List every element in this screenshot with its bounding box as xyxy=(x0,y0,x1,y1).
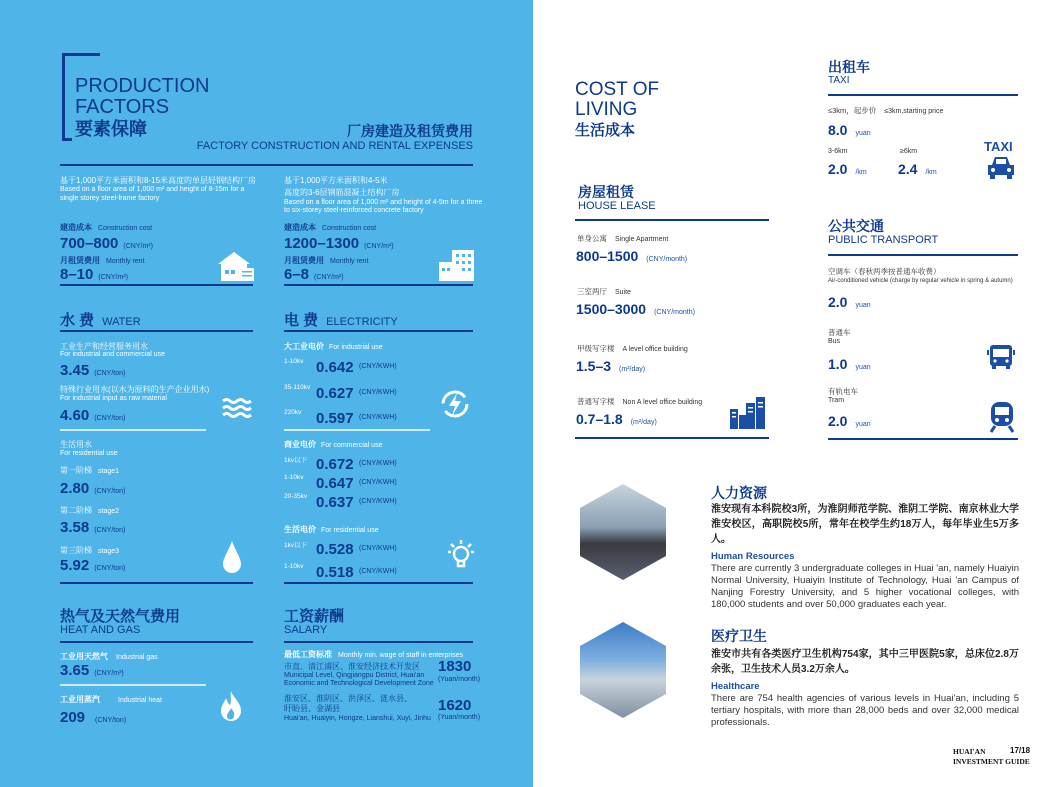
salary-r2-unit: (Yuan/month) xyxy=(438,714,481,721)
house-item-value xyxy=(576,411,657,427)
transport-title-cn: 公共交通 xyxy=(828,218,884,234)
kv-label: 20-35kv xyxy=(284,493,308,500)
house-title-en: HOUSE LEASE xyxy=(578,200,656,212)
price-value: 0.642 xyxy=(316,359,354,376)
footer-line2: INVESTMENT GUIDE xyxy=(953,757,1030,766)
taxi-title-cn: 出租车 xyxy=(828,59,870,75)
f1-rent-value: 8–10 (CNY/m²) xyxy=(60,266,128,283)
water-item-cn: 特殊行业用水(以水为原料的生产企业用水) xyxy=(60,385,210,394)
price-unit: (CNY/KWH) xyxy=(359,568,397,575)
f2-desc-cn2: 高度的3-6层钢筋混凝土结构厂房 xyxy=(284,188,400,197)
house-item-value xyxy=(576,248,687,264)
divider xyxy=(60,641,253,643)
title-bracket xyxy=(62,53,72,141)
stage-label: 第三阶梯 stage3 xyxy=(60,546,120,555)
steam-value: 209 (CNY/ton) xyxy=(60,709,127,726)
taxi-far-value: 2.4 /km xyxy=(898,161,937,177)
tram-en: Tram xyxy=(828,397,845,404)
kv-label: 220kv xyxy=(284,409,302,416)
title-cn: 要素保障 xyxy=(75,119,147,139)
electricity-heading: 电 费 ELECTRICITY xyxy=(284,312,398,329)
f1-desc-cn: 基于1,000平方米面积和8-15米高度的单层轻钢结构厂房 xyxy=(60,176,257,185)
hospital-photo xyxy=(580,622,666,718)
house-item-cn: 三室两厅 xyxy=(577,287,607,296)
price-value: 0.597 xyxy=(316,410,354,427)
hr-title-cn: 人力资源 xyxy=(711,485,767,501)
divider xyxy=(575,437,769,439)
house-item-en: Suite xyxy=(615,289,631,296)
taxi-far-label: ≥6km xyxy=(900,148,918,155)
factory-title-cn: 厂房建造及租赁费用 xyxy=(347,123,473,139)
office-buildings-icon xyxy=(730,397,766,429)
transport-title-en: PUBLIC TRANSPORT xyxy=(828,234,939,246)
taxi-mid-label: 3-6km xyxy=(828,148,848,155)
f2-rent-label: 月租赁费用 Monthly rent xyxy=(284,256,369,265)
health-body-cn: 淮安市共有各类医疗卫生机构754家，其中三甲医院5家，总床位2.8万余张，卫生技术人员3.2万余人。 xyxy=(711,649,1019,675)
f2-rent-value: 6–8 (CNY/m²) xyxy=(284,266,344,283)
water-heading: 水 费 WATER xyxy=(60,312,141,329)
house-item-en: Single Apartment xyxy=(615,236,669,243)
taxi-start-value: 8.0 yuan xyxy=(828,122,871,138)
taxi-start-label: ≤3km，起步价 ≤3km,starting price xyxy=(828,106,944,115)
res-water-en: For residential use xyxy=(60,450,118,457)
title-en-2: FACTORS xyxy=(75,96,170,118)
salary-r2-value: 1620 xyxy=(438,697,472,714)
divider xyxy=(60,429,206,431)
divider xyxy=(828,438,1018,440)
divider xyxy=(60,330,253,332)
divider xyxy=(60,284,253,286)
bus-value: 1.0 yuan xyxy=(828,356,871,372)
living-title-en2: LIVING xyxy=(575,99,638,120)
f2-desc-cn1: 基于1,000平方米面积和4-5米 xyxy=(284,176,388,185)
house-item-label xyxy=(577,286,631,297)
salary-title-cn: 工资薪酬 xyxy=(284,608,345,625)
residential-elec-label: 生活电价 For residential use xyxy=(284,525,379,534)
steam-label: 工业用蒸汽 Industrial heat xyxy=(60,695,162,704)
value: 1500–3000 xyxy=(576,301,647,317)
hr-body-cn: 淮安现有本科院校3所，为淮阴师范学院、淮阴工学院、南京林业大学淮安校区，高职院校5所，常年在校学生约18万人，每年毕业生5万多人。 xyxy=(711,504,1019,545)
price-unit: (CNY/KWH) xyxy=(359,498,397,505)
page-number: 17/18 xyxy=(1010,746,1031,755)
health-body-en: There are 754 health agencies of various levels in Huai'an, including 5 tertiary hospitals, with more than 28,000 beds and over 32,000 medical professionals. xyxy=(711,693,1019,728)
hr-title-en: Human Resources xyxy=(711,551,795,562)
price-value: 0.637 xyxy=(316,494,354,511)
divider xyxy=(284,284,473,286)
price-value: 0.528 xyxy=(316,541,354,558)
price-unit: (CNY/KWH) xyxy=(359,545,397,552)
divider xyxy=(284,641,473,643)
house-item-en: A level office building xyxy=(622,346,688,353)
divider xyxy=(828,254,1018,256)
value: 1.5–3 xyxy=(576,358,612,374)
divider xyxy=(284,582,473,584)
stage-label: 第二阶梯 stage2 xyxy=(60,506,120,515)
bus-cn: 普通车 xyxy=(828,328,851,337)
tram-value: 2.0 yuan xyxy=(828,413,871,429)
water-item-en: For industrial and commercial use xyxy=(60,351,166,358)
car-icon xyxy=(987,155,1015,179)
commercial-elec-label: 商业电价 For commercial use xyxy=(284,440,383,449)
house-item-cn: 单身公寓 xyxy=(577,234,607,243)
value: 800–1500 xyxy=(576,248,639,264)
salary-r2-cn2: 盱眙县、金湖县 xyxy=(284,704,340,713)
water-item-value: 3.45 (CNY/ton) xyxy=(60,362,126,379)
house-item-en: Non A level office building xyxy=(622,399,703,406)
health-title-cn: 医疗卫生 xyxy=(711,628,767,644)
house-item-label xyxy=(577,343,688,354)
salary-title-en: SALARY xyxy=(284,624,328,636)
salary-r2-en: Huai'an, Huaiyin, Hongze, Lianshui, Xuyi, Jinhu xyxy=(284,715,431,722)
hr-text-block xyxy=(711,502,1019,611)
price-unit: (CNY/KWH) xyxy=(359,389,397,396)
salary-r1-unit: (Yuan/month) xyxy=(438,676,481,683)
price-unit: (CNY/KWH) xyxy=(359,363,397,370)
hr-body-en: There are currently 3 undergraduate colleges in Huai 'an, namely Huaiyin Normal University, Huaiyin Institute of Technology, Huai 'an Campus of Nanjing Forestry University, and 5 higher vocational colleges, with 180,000 students and over 50,000 graduates each year. xyxy=(711,563,1019,610)
taxi-sign-text: TAXI xyxy=(984,139,1013,154)
building-icon xyxy=(438,248,476,282)
divider xyxy=(60,582,253,584)
kv-label: 1-10kv xyxy=(284,563,304,570)
price-unit: (CNY/KWH) xyxy=(359,460,397,467)
water-drop-icon xyxy=(222,540,242,574)
heat-title-en: HEAT AND GAS xyxy=(60,624,141,636)
kv-label: 1kv以下 xyxy=(284,542,308,549)
gas-value: 3.65 (CNY/m³) xyxy=(60,662,124,679)
price-value: 0.672 xyxy=(316,456,354,473)
value: 0.7–1.8 xyxy=(576,411,623,427)
house-item-cn: 甲级写字楼 xyxy=(577,344,615,353)
stage-value: 2.80 (CNY/ton) xyxy=(60,480,126,497)
industrial-elec-label: 大工业电价 For industrial use xyxy=(284,342,383,351)
bus-en: Bus xyxy=(828,338,841,345)
bus-icon xyxy=(987,344,1015,370)
taxi-title-en: TAXI xyxy=(828,75,850,86)
gas-label: 工业用天然气 Industrial gas xyxy=(60,652,158,661)
f2-desc-en2: to six-storey steel-reinforced concrete factory xyxy=(284,207,424,214)
salary-r1-cn: 市直、清江浦区、淮安经济技术开发区 xyxy=(284,662,420,671)
kv-label: 35-110kv xyxy=(284,384,311,391)
house-title-cn: 房屋租赁 xyxy=(578,184,634,200)
water-item-en: For industrial input as raw material xyxy=(60,395,167,402)
price-unit: (CNY/KWH) xyxy=(359,414,397,421)
house-item-label xyxy=(577,396,702,407)
lightning-icon xyxy=(440,389,470,419)
water-item-cn: 工业生产和经营服务用水 xyxy=(60,342,148,351)
salary-std-label: 最低工资标准 Monthly min. wage of staff in enterprises xyxy=(284,650,464,659)
tram-cn: 有轨电车 xyxy=(828,387,858,396)
price-value: 0.518 xyxy=(316,564,354,581)
salary-r1-en1: Municipal Level, Qingjiangpu District, Huai'an xyxy=(284,672,425,679)
unit: (m²/day) xyxy=(619,366,646,373)
price-value: 0.647 xyxy=(316,475,354,492)
house-item-cn: 普通写字楼 xyxy=(577,397,615,406)
f1-cost-value: 700–800 (CNY/m²) xyxy=(60,235,153,252)
divider xyxy=(284,429,430,431)
flame-icon xyxy=(219,690,243,722)
graduates-photo xyxy=(580,484,666,580)
salary-r2-cn1: 淮安区、淮阴区、洪泽区、涟水县、 xyxy=(284,694,412,703)
divider xyxy=(828,94,1018,96)
stage-value: 5.92 (CNY/ton) xyxy=(60,557,126,574)
res-water-cn: 生活用水 xyxy=(60,440,92,449)
living-title-cn: 生活成本 xyxy=(575,122,636,139)
divider xyxy=(575,219,769,221)
salary-r1-value: 1830 xyxy=(438,658,472,675)
water-item-value: 4.60 (CNY/ton) xyxy=(60,407,126,424)
health-title-en: Healthcare xyxy=(711,681,760,692)
ac-value: 2.0 yuan xyxy=(828,294,871,310)
health-text-block xyxy=(711,647,1019,729)
stage-value: 3.58 (CNY/ton) xyxy=(60,519,126,536)
f2-desc-en1: Based on a floor area of 1,000 m² and height of 4-5m for a three xyxy=(284,199,483,206)
title-bracket-top xyxy=(62,53,100,56)
title-en-1: PRODUCTION xyxy=(75,75,210,97)
water-waves-icon xyxy=(222,397,252,423)
stage-label: 第一阶梯 stage1 xyxy=(60,466,120,475)
f1-desc-en1: Based on a floor area of 1,000 m² and height of 8-15m for a xyxy=(60,186,245,193)
factory-title-en: FACTORY CONSTRUCTION AND RENTAL EXPENSES xyxy=(196,140,473,152)
house-item-label xyxy=(577,233,668,244)
f1-desc-en2: single storey steel-frame factory xyxy=(60,195,160,202)
house-item-value xyxy=(576,301,695,317)
kv-label: 1-10kv xyxy=(284,358,304,365)
price-unit: (CNY/KWH) xyxy=(359,479,397,486)
f2-cost-label: 建造成本 Construction cost xyxy=(284,223,377,232)
divider xyxy=(60,164,473,166)
taxi-mid-value: 2.0 /km xyxy=(828,161,867,177)
ac-cn: 空调车（春秋两季按普通车收费） xyxy=(828,267,941,276)
f1-cost-label: 建造成本 Construction cost xyxy=(60,223,153,232)
footer-line1: HUAI'AN xyxy=(953,747,986,756)
price-value: 0.627 xyxy=(316,385,354,402)
unit: (CNY/month) xyxy=(646,256,688,263)
lightbulb-icon xyxy=(447,538,475,572)
f2-cost-value: 1200–1300 (CNY/m²) xyxy=(284,235,394,252)
unit: (m²/day) xyxy=(630,419,657,426)
kv-label: 1-10kv xyxy=(284,474,304,481)
ac-en: Air-conditioned vehicle (charge by regular vehicle in spring & autumn) xyxy=(828,278,1013,284)
salary-r1-en2: Economic and Technological Development Zone xyxy=(284,680,434,687)
house-icon xyxy=(216,250,256,282)
heat-title-cn: 热气及天然气费用 xyxy=(60,608,181,625)
kv-label: 1kv以下 xyxy=(284,457,308,464)
living-title-en1: COST OF xyxy=(575,79,660,100)
f1-rent-label: 月租赁费用 Monthly rent xyxy=(60,256,145,265)
divider xyxy=(284,330,473,332)
divider xyxy=(60,684,206,686)
unit: (CNY/month) xyxy=(654,309,695,316)
house-item-value xyxy=(576,358,645,374)
tram-icon xyxy=(989,401,1015,433)
